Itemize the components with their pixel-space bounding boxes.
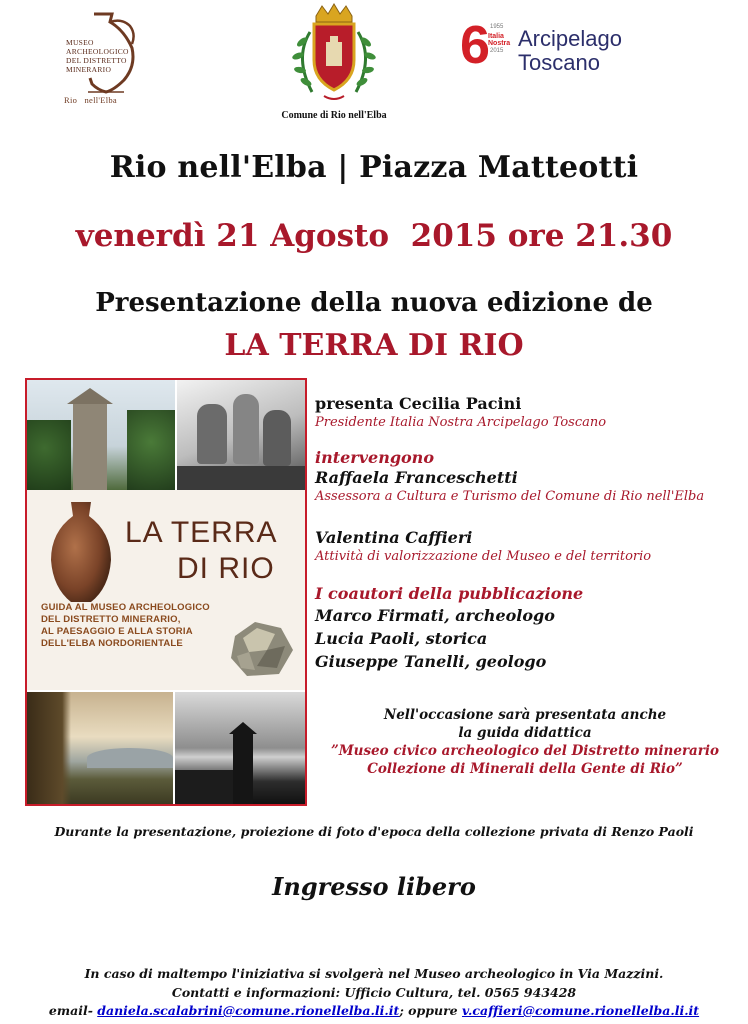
speaker-franceschetti-role: Assessora a Cultura e Turismo del Comune di Rio nell'Elba: [315, 489, 705, 504]
presenter: presenta Cecilia Pacini: [315, 394, 522, 413]
guide-note-line-2: la guida didattica: [458, 725, 592, 741]
cover-subtitle-line-1: GUIDA AL MUSEO ARCHEOLOGICO: [41, 602, 210, 613]
cover-title-2: DI RIO: [177, 552, 275, 585]
free-entry: Ingresso libero: [272, 872, 476, 901]
projection-note: Durante la presentazione, proiezione di foto d'epoca della collezione privata di Renzo Paoli: [54, 824, 694, 839]
email-label: email-: [48, 1003, 93, 1018]
coauthor-firmati: Marco Firmati, archeologo: [315, 606, 555, 625]
email-link-caffieri[interactable]: v.caffieri@comune.rionellelba.li.it: [462, 1003, 700, 1018]
comune-logo: [272, 2, 396, 126]
coauthors-heading: I coautori della pubblicazione: [315, 584, 584, 603]
cover-photo-church: [27, 380, 175, 490]
presenter-role: Presidente Italia Nostra Arcipelago Toscano: [315, 415, 607, 430]
guide-note: [315, 706, 735, 778]
amphora-photo-icon: [45, 498, 117, 608]
coauthor-tanelli: Giuseppe Tanelli, geologo: [315, 652, 547, 671]
italia-nostra-mini: Italia Nostra: [488, 33, 511, 47]
event-location: Rio nell'Elba | Piazza Matteotti: [109, 150, 639, 185]
program-info: [315, 394, 735, 673]
weather-note: In caso di maltempo l'iniziativa si svolgerà nel Museo archeologico in Via Mazzini.: [84, 966, 664, 981]
museum-line-1: MUSEO: [66, 38, 94, 47]
anniversary-number: 6: [460, 15, 491, 75]
mineral-icon: [227, 616, 297, 680]
email-link-scalabrini[interactable]: daniela.scalabrini@comune.rionellelba.li.it: [97, 1003, 400, 1018]
event-date: venerdì 21 Agosto 2015 ore 21.30: [75, 218, 673, 254]
italia-nostra-logo: [460, 15, 660, 80]
cover-subtitle-line-2: DEL DISTRETTO MINERARIO,: [41, 614, 181, 625]
email-line: [0, 1003, 748, 1018]
guide-note-line-1: Nell'occasione sarà presentata anche: [383, 707, 667, 723]
comune-caption: Comune di Rio nell'Elba: [281, 110, 387, 121]
contacts-note: Contatti e informazioni: Ufficio Cultura, tel. 0565 943428: [171, 985, 577, 1000]
email-separator: ; oppure: [399, 1003, 458, 1018]
cover-middle: [27, 490, 305, 690]
museum-line-3: DEL DISTRETTO: [66, 56, 127, 65]
guide-title-line-2: Collezione di Minerali della Gente di Rio”: [367, 761, 683, 777]
coauthor-paoli: Lucia Paoli, storica: [315, 629, 488, 648]
museum-line-4: MINERARIO: [66, 65, 112, 74]
museum-place: Rio nell'Elba: [64, 95, 118, 105]
coat-of-arms-icon: [272, 2, 396, 108]
cover-photo-people: [177, 380, 305, 490]
book-cover: [25, 378, 307, 806]
cover-subtitle-line-4: DELL'ELBA NORDORIENTALE: [41, 638, 183, 649]
museum-line-2: ARCHEOLOGICO: [66, 47, 129, 56]
cover-title-1: LA TERRA: [125, 516, 278, 549]
speaker-franceschetti: Raffaela Franceschetti: [315, 468, 518, 487]
italia-nostra-name-1: Arcipelago: [518, 26, 622, 51]
presentation-heading: Presentazione della nuova edizione de: [95, 288, 653, 318]
museum-logo: [62, 8, 152, 108]
speaker-caffieri: Valentina Caffieri: [315, 528, 473, 547]
italia-nostra-name-2: Toscano: [518, 50, 600, 75]
cover-subtitle-line-3: AL PAESAGGIO E ALLA STORIA: [41, 626, 193, 637]
cover-photo-landscape: [27, 692, 173, 804]
speakers-heading: intervengono: [315, 448, 434, 467]
cover-photo-bell-tower: [175, 692, 305, 804]
speaker-caffieri-role: Attività di valorizzazione del Museo e del territorio: [315, 549, 652, 564]
year-end: 2015: [490, 48, 504, 54]
year-start: 1955: [490, 24, 504, 30]
guide-title-line-1: ”Museo civico archeologico del Distretto minerario: [330, 743, 720, 759]
book-title: LA TERRA DI RIO: [224, 328, 524, 363]
cover-subtitle: [41, 602, 210, 650]
